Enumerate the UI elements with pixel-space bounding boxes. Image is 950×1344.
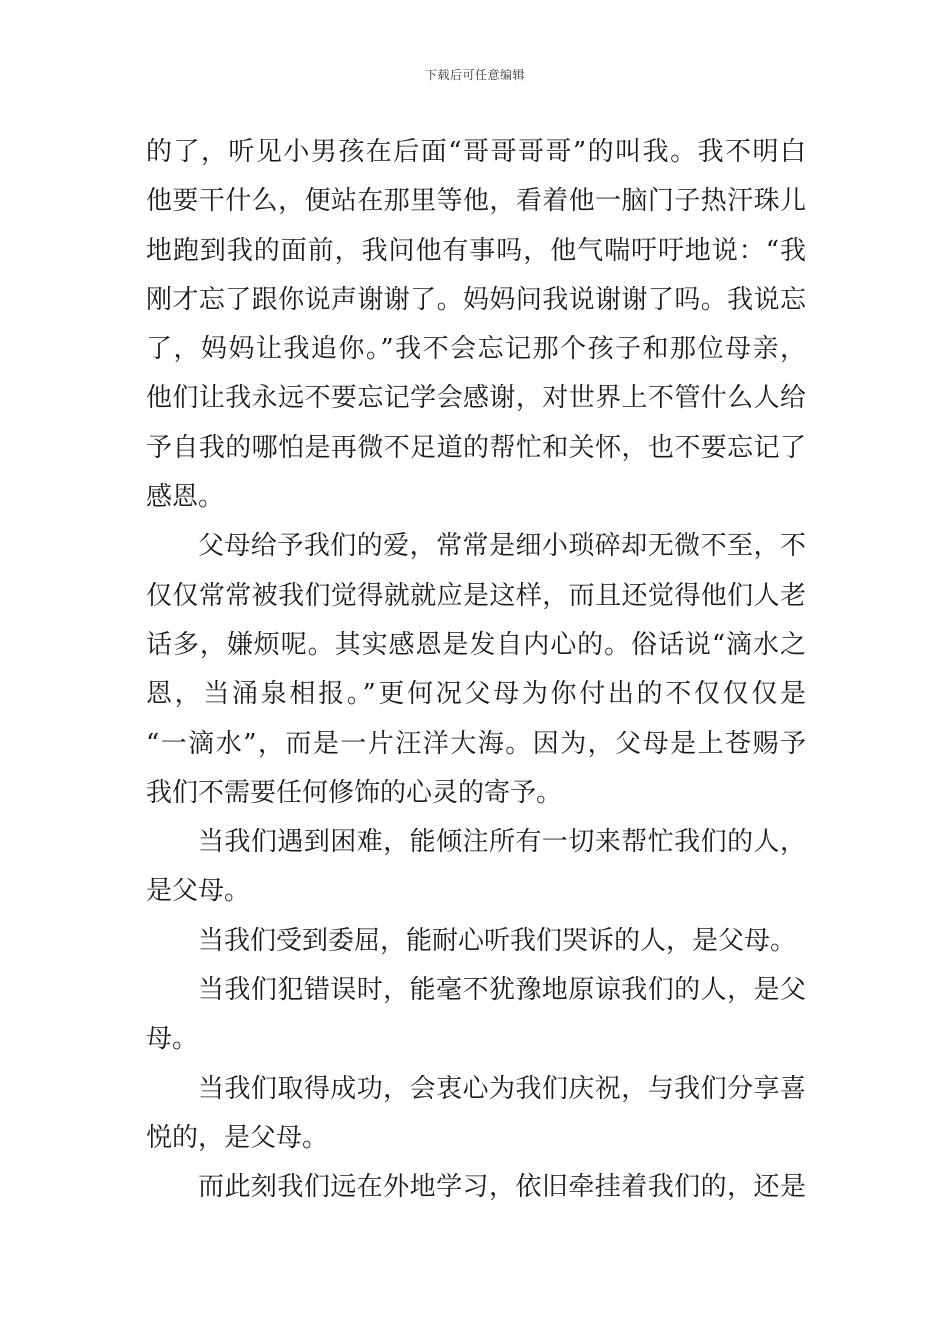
text-line: 话多，嫌烦呢。其实感恩是发自内心的。俗话说“滴水之 [146,629,806,660]
text-line: 恩，当涌泉相报。”更何况父母为你付出的不仅仅仅是 [146,679,806,710]
body-text [146,128,806,1213]
text-line: 悦的，是父母。 [146,1122,329,1153]
text-line: 刚才忘了跟你说声谢谢了。妈妈问我说谢谢了吗。我说忘 [146,284,806,315]
text-line: 当我们受到委屈，能耐心听我们哭诉的人，是父母。 [198,925,797,956]
text-line: 他们让我永远不要忘记学会感谢，对世界上不管什么人给 [146,383,806,414]
text-line: 了，妈妈让我追你。”我不会忘记那个孩子和那位母亲， [146,334,806,365]
text-line: 当我们犯错误时，能毫不犹豫地原谅我们的人，是父 [198,975,806,1006]
text-line: 当我们遇到困难，能倾注所有一切来帮忙我们的人， [198,827,806,858]
text-line: 我们不需要任何修饰的心灵的寄予。 [146,777,563,808]
text-line: 地跑到我的面前，我问他有事吗，他气喘吁吁地说：“我 [146,235,806,266]
text-line: 感恩。 [146,482,225,513]
text-line: 父母给予我们的爱，常常是细小琐碎却无微不至，不 [198,531,806,562]
text-line: 的了，听见小男孩在后面“哥哥哥哥”的叫我。我不明白 [146,137,806,167]
text-line: 而此刻我们远在外地学习，依旧牵挂着我们的，还是 [198,1172,806,1203]
text-line: 当我们取得成功，会衷心为我们庆祝，与我们分享喜 [198,1073,806,1104]
text-line: 母。 [146,1024,199,1055]
text-line: 他要干什么，便站在那里等他，看着他一脑门子热汗珠儿 [146,186,806,217]
text-line: “一滴水”，而是一片汪洋大海。因为，父母是上苍赐予 [146,728,806,759]
page-header: 下载后可任意编辑 [424,68,525,82]
text-line: 是父母。 [146,876,251,907]
text-line: 予自我的哪怕是再微不足道的帮忙和关怀，也不要忘记了 [146,432,806,463]
text-line: 仅仅常常被我们觉得就就应是这样，而且还觉得他们人老 [146,580,806,611]
